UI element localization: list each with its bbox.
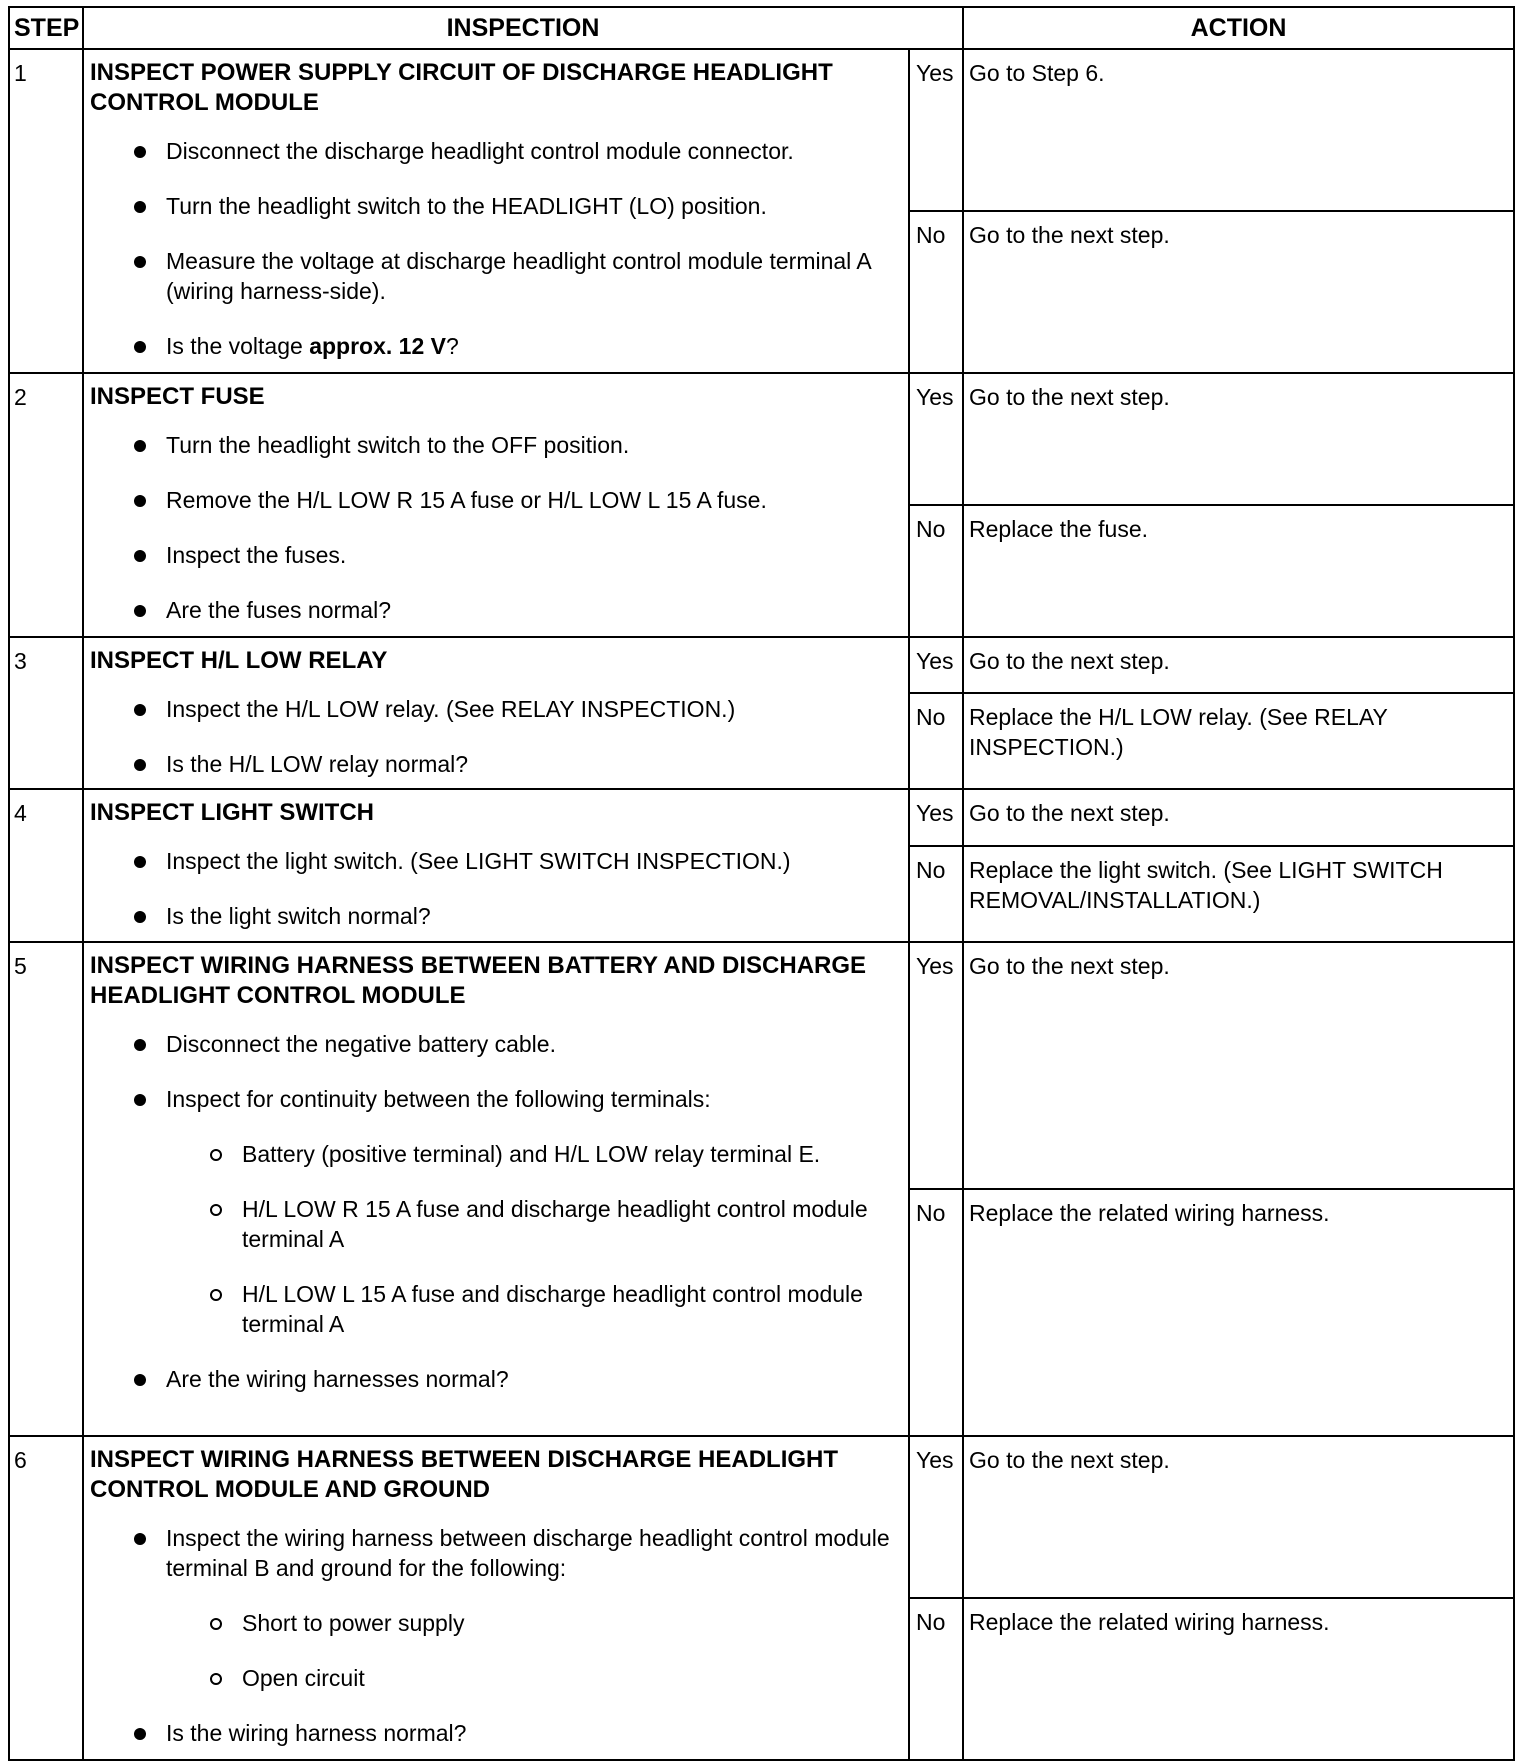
sub-bullet-item: Open circuit <box>166 1663 902 1693</box>
step-5-inspection <box>83 942 909 1436</box>
step-number: 3 <box>9 637 83 789</box>
yes-label: Yes <box>909 373 963 505</box>
bullet-item: Measure the voltage at discharge headlight control module terminal A (wiring harness-side). <box>90 246 902 306</box>
bullet-item-with-sublist <box>90 1523 902 1693</box>
no-action: Replace the related wiring harness. <box>963 1598 1514 1760</box>
sub-bullet-item: Short to power supply <box>166 1608 902 1638</box>
bullet-item: Remove the H/L LOW R 15 A fuse or H/L LOW L 15 A fuse. <box>90 485 902 515</box>
step-6-inspection <box>83 1436 909 1760</box>
step-2-row-yes <box>9 373 1514 505</box>
no-label: No <box>909 846 963 942</box>
no-action: Replace the related wiring harness. <box>963 1189 1514 1436</box>
no-action: Replace the H/L LOW relay. (See RELAY INSPECTION.) <box>963 693 1514 789</box>
step-3-row-yes <box>9 637 1514 693</box>
step-title: INSPECT WIRING HARNESS BETWEEN BATTERY AND DISCHARGE HEADLIGHT CONTROL MODULE <box>90 952 867 1009</box>
bullet-list <box>90 136 902 361</box>
question-suffix: ? <box>445 333 459 359</box>
bullet-text: Inspect for continuity between the following terminals: <box>166 1086 711 1112</box>
yes-action: Go to the next step. <box>963 637 1514 693</box>
sub-bullet-list <box>166 1608 902 1693</box>
step-3-inspection <box>83 637 909 789</box>
yes-label: Yes <box>909 637 963 693</box>
header-inspection: INSPECTION <box>83 7 963 49</box>
yes-label: Yes <box>909 1436 963 1598</box>
header-step: STEP <box>9 7 83 49</box>
step-5-row-yes <box>9 942 1514 1189</box>
step-number: 6 <box>9 1436 83 1760</box>
step-number: 2 <box>9 373 83 637</box>
bullet-item: Are the fuses normal? <box>90 595 902 625</box>
step-number: 4 <box>9 789 83 942</box>
yes-action: Go to the next step. <box>963 789 1514 846</box>
no-action: Replace the fuse. <box>963 505 1514 637</box>
bullet-text: Inspect the wiring harness between discharge headlight control module terminal B and ground for the following: <box>166 1525 890 1581</box>
bullet-item: Inspect the fuses. <box>90 540 902 570</box>
step-title: INSPECT POWER SUPPLY CIRCUIT OF DISCHARGE HEADLIGHT CONTROL MODULE <box>90 59 833 116</box>
yes-action: Go to the next step. <box>963 942 1514 1189</box>
step-1-inspection <box>83 49 909 373</box>
step-title: INSPECT WIRING HARNESS BETWEEN DISCHARGE HEADLIGHT CONTROL MODULE AND GROUND <box>90 1446 839 1503</box>
bullet-item-question <box>90 331 902 361</box>
step-title: INSPECT H/L LOW RELAY <box>90 647 388 674</box>
sub-bullet-list <box>166 1139 902 1339</box>
bullet-item: Inspect the H/L LOW relay. (See RELAY INSPECTION.) <box>90 694 902 724</box>
step-2-inspection <box>83 373 909 637</box>
bullet-list <box>90 1523 902 1748</box>
no-label: No <box>909 693 963 789</box>
yes-label: Yes <box>909 789 963 846</box>
bullet-item: Is the wiring harness normal? <box>90 1718 902 1748</box>
bullet-item: Is the H/L LOW relay normal? <box>90 749 902 779</box>
yes-label: Yes <box>909 942 963 1189</box>
step-title: INSPECT LIGHT SWITCH <box>90 799 374 826</box>
no-label: No <box>909 211 963 373</box>
sub-bullet-item: Battery (positive terminal) and H/L LOW relay terminal E. <box>166 1139 902 1169</box>
bullet-list <box>90 1029 902 1394</box>
bullet-item: Disconnect the negative battery cable. <box>90 1029 902 1059</box>
yes-label: Yes <box>909 49 963 211</box>
bullet-item-with-sublist <box>90 1084 902 1339</box>
bullet-list <box>90 430 902 625</box>
bullet-item: Are the wiring harnesses normal? <box>90 1364 902 1394</box>
sub-bullet-item: H/L LOW R 15 A fuse and discharge headlight control module terminal A <box>166 1194 902 1254</box>
bullet-item: Turn the headlight switch to the HEADLIGHT (LO) position. <box>90 191 902 221</box>
yes-action: Go to Step 6. <box>963 49 1514 211</box>
step-6-row-yes <box>9 1436 1514 1598</box>
bullet-list <box>90 846 902 931</box>
bullet-item: Is the light switch normal? <box>90 901 902 931</box>
no-label: No <box>909 1598 963 1760</box>
yes-action: Go to the next step. <box>963 1436 1514 1598</box>
step-4-inspection <box>83 789 909 942</box>
sub-bullet-item: H/L LOW L 15 A fuse and discharge headlight control module terminal A <box>166 1279 902 1339</box>
bullet-item: Inspect the light switch. (See LIGHT SWITCH INSPECTION.) <box>90 846 902 876</box>
no-action: Replace the light switch. (See LIGHT SWITCH REMOVAL/INSTALLATION.) <box>963 846 1514 942</box>
troubleshooting-table-container <box>8 6 1513 1761</box>
bullet-item: Disconnect the discharge headlight control module connector. <box>90 136 902 166</box>
yes-action: Go to the next step. <box>963 373 1514 505</box>
step-1-row-yes <box>9 49 1514 211</box>
step-number: 1 <box>9 49 83 373</box>
no-action: Go to the next step. <box>963 211 1514 373</box>
bullet-list <box>90 694 902 779</box>
step-number: 5 <box>9 942 83 1436</box>
no-label: No <box>909 1189 963 1436</box>
step-title: INSPECT FUSE <box>90 383 265 410</box>
troubleshooting-table <box>8 6 1515 1761</box>
header-action: ACTION <box>963 7 1514 49</box>
step-4-row-yes <box>9 789 1514 846</box>
header-row <box>9 7 1514 49</box>
question-emphasis: approx. 12 V <box>309 333 446 359</box>
question-text: Is the voltage <box>166 333 310 359</box>
no-label: No <box>909 505 963 637</box>
bullet-item: Turn the headlight switch to the OFF position. <box>90 430 902 460</box>
